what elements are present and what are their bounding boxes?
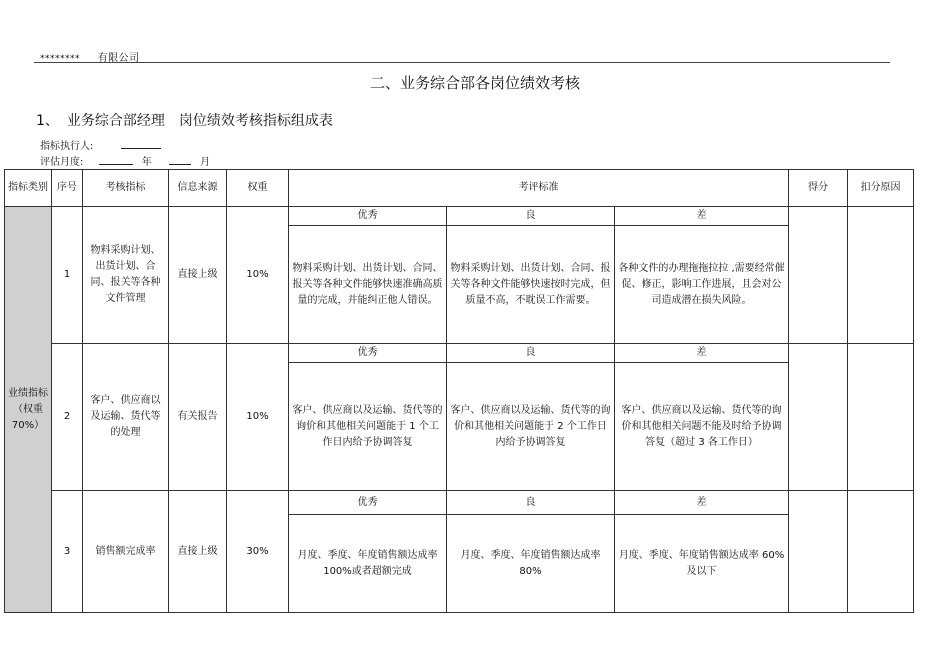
section-number: 1、 [36, 113, 59, 129]
executor-line [40, 137, 161, 152]
indicator-cell: 客户、供应商以及运输、货代等的处理 [83, 344, 169, 491]
month-blank[interactable] [169, 154, 191, 165]
year-blank[interactable] [99, 154, 133, 165]
weight-cell: 30% [227, 491, 289, 613]
level-excellent: 优秀 [289, 491, 447, 515]
criteria-excellent: 月度、季度、年度销售额达成率 100%或者超额完成 [289, 515, 447, 613]
weight-cell: 10% [227, 207, 289, 344]
level-good: 良 [447, 344, 615, 363]
deduct-cell[interactable] [848, 491, 914, 613]
header-category: 指标类别 [5, 170, 52, 207]
weight-cell: 10% [227, 344, 289, 491]
table-row [5, 344, 914, 363]
header-seq: 序号 [52, 170, 83, 207]
kpi-table [4, 169, 914, 613]
company-mask: ******** [40, 54, 80, 64]
header-divider [34, 62, 890, 63]
header-score: 得分 [789, 170, 848, 207]
seq-cell: 3 [52, 491, 83, 613]
level-poor: 差 [615, 207, 789, 226]
criteria-excellent: 物料采购计划、出货计划、合同、报关等各种文件能够快速准确高质量的完成，并能纠正他人错误。 [289, 226, 447, 344]
level-poor: 差 [615, 491, 789, 515]
category-cell: 业绩指标（权重70%） [5, 207, 52, 613]
table-row [5, 491, 914, 515]
criteria-excellent: 客户、供应商以及运输、货代等的询价和其他相关问题能于 1 个工作日内给予协调答复 [289, 363, 447, 491]
source-cell: 直接上级 [169, 207, 227, 344]
seq-cell: 2 [52, 344, 83, 491]
criteria-poor: 月度、季度、年度销售额达成率 60%及以下 [615, 515, 789, 613]
score-cell[interactable] [789, 491, 848, 613]
criteria-good: 月度、季度、年度销售额达成率 80% [447, 515, 615, 613]
deduct-cell[interactable] [848, 344, 914, 491]
executor-label: 指标执行人: [40, 141, 94, 152]
source-cell: 有关报告 [169, 344, 227, 491]
level-excellent: 优秀 [289, 344, 447, 363]
criteria-good: 物料采购计划、出货计划、合同、报关等各种文件能够快速按时完成，但质量不高，不耽误工作需要。 [447, 226, 615, 344]
year-label: 年 [141, 157, 152, 168]
source-cell: 直接上级 [169, 491, 227, 613]
company-name: 有限公司 [97, 53, 140, 64]
level-poor: 差 [615, 344, 789, 363]
header-deduct: 扣分原因 [848, 170, 914, 207]
criteria-poor: 客户、供应商以及运输、货代等的询价和其他相关问题不能及时给予协调答复（超过 3 各工作日） [615, 363, 789, 491]
criteria-good: 客户、供应商以及运输、货代等的询价和其他相关问题能于 2 个工作日内给予协调答复 [447, 363, 615, 491]
executor-blank[interactable] [121, 138, 161, 149]
page-title: 二、业务综合部各岗位绩效考核 [369, 74, 580, 92]
header-weight: 权重 [227, 170, 289, 207]
section-title-part2: 岗位绩效考核指标组成表 [178, 113, 333, 129]
header-criteria: 考评标准 [289, 170, 789, 207]
indicator-cell: 物料采购计划、出货计划、合同、报关等各种文件管理 [83, 207, 169, 344]
score-cell[interactable] [789, 207, 848, 344]
level-good: 良 [447, 491, 615, 515]
section-title-part1: 业务综合部经理 [66, 113, 165, 129]
header-indicator: 考核指标 [83, 170, 169, 207]
deduct-cell[interactable] [848, 207, 914, 344]
header-source: 信息来源 [169, 170, 227, 207]
table-row [5, 207, 914, 226]
indicator-cell: 销售额完成率 [83, 491, 169, 613]
month-label: 月 [200, 157, 211, 168]
section-title [36, 110, 333, 130]
level-excellent: 优秀 [289, 207, 447, 226]
seq-cell: 1 [52, 207, 83, 344]
table-header-row [5, 170, 914, 207]
score-cell[interactable] [789, 344, 848, 491]
criteria-poor: 各种文件的办理拖拖拉拉 ,需要经常催促、修正，影响工作进展，且会对公司造成潜在损失风险。 [615, 226, 789, 344]
period-label: 评估月度: [40, 157, 84, 168]
period-line [40, 153, 216, 168]
level-good: 良 [447, 207, 615, 226]
